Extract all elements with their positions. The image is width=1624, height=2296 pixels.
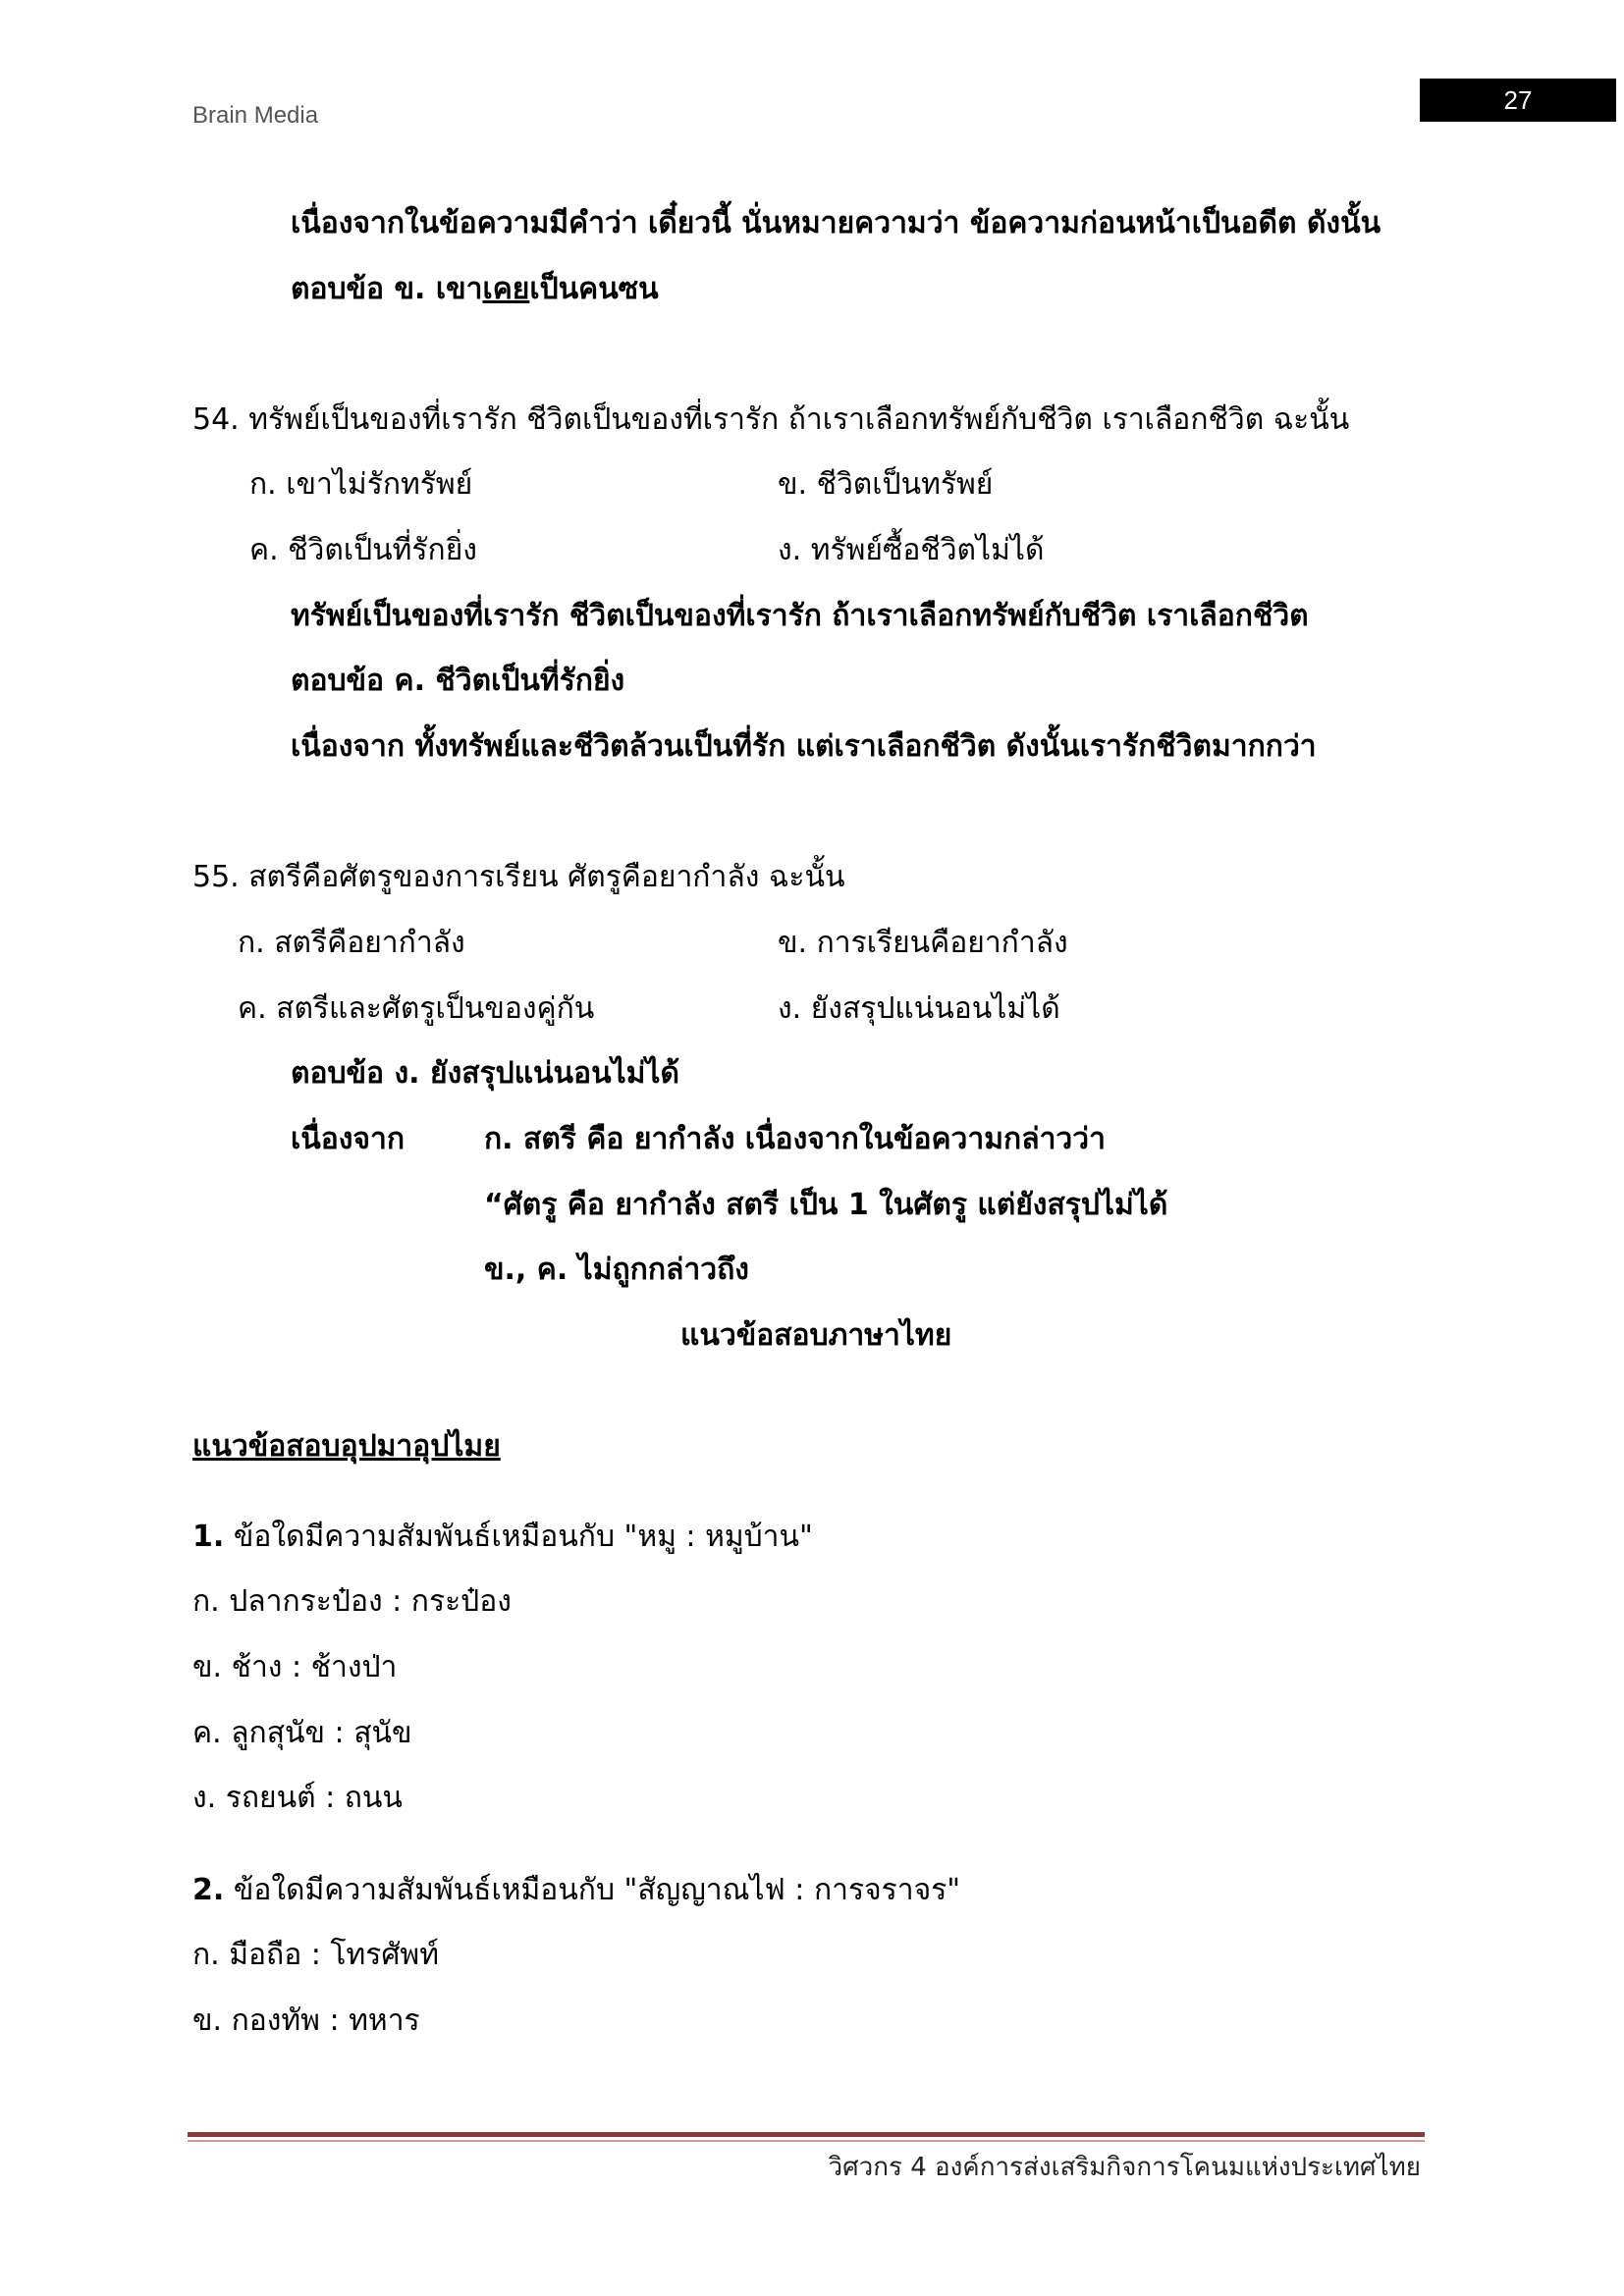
analogy-q1-option-d: ง. รถยนต์ : ถนน [192,1781,403,1815]
thai-exam-title: แนวข้อสอบภาษาไทย [680,1318,952,1353]
q54-explanation-1: ทรัพย์เป็นของที่เรารัก ชีวิตเป็นของที่เรารัก ถ้าเราเลือกทรัพย์กับชีวิต เราเลือกชีวิต [291,599,1309,633]
analogy-q2-number: 2. [192,1873,225,1907]
intro-answer-underlined: เคย [482,272,530,306]
q55-answer: ตอบข้อ ง. ยังสรุปแน่นอนไม่ได้ [291,1056,680,1091]
q55-because-3: ข., ค. ไม่ถูกกล่าวถึง [484,1253,749,1287]
q55-option-b: ข. การเรียนคือยากำลัง [778,926,1068,960]
q54-explanation-2: เนื่องจาก ทั้งทรัพย์และชีวิตล้วนเป็นที่รัก แต่เราเลือกชีวิต ดังนั้นเรารักชีวิตมากกว่า [291,729,1317,764]
intro-line-1: เนื่องจากในข้อความมีคำว่า เดี๋ยวนี้ นั่นหมายความว่า ข้อความก่อนหน้าเป็นอดีต ดังนั้น [291,206,1381,240]
analogy-q2 [192,1871,960,1910]
analogy-q1-option-a: ก. ปลากระป๋อง : กระป๋อง [192,1584,512,1619]
analogy-q1-text: ข้อใดมีความสัมพันธ์เหมือนกับ "หมู : หมูบ้าน" [224,1520,813,1554]
q54-answer: ตอบข้อ ค. ชีวิตเป็นที่รักยิ่ง [291,664,625,698]
page-number: 27 [1420,79,1616,122]
analogy-q1-number: 1. [192,1520,225,1554]
footer-text: วิศวกร 4 องค์การส่งเสริมกิจการโคนมแห่งประเทศไทย [828,2153,1421,2182]
analogy-q2-option-a: ก. มือถือ : โทรศัพท์ [192,1938,439,1972]
header-brand: Brain Media [192,102,319,129]
q55-because-1: ก. สตรี คือ ยากำลัง เนื่องจากในข้อความกล่าวว่า [484,1122,1106,1156]
intro-answer-suffix: เป็นคนซน [529,272,659,306]
q54-option-d: ง. ทรัพย์ซื้อชีวิตไม่ได้ [778,533,1045,567]
footer-rule-thick [188,2132,1425,2137]
q55-because-2: “ศัตรู คือ ยากำลัง สตรี เป็น 1 ในศัตรู แต่ยังสรุปไม่ได้ [484,1188,1168,1222]
q55-option-a: ก. สตรีคือยากำลัง [238,926,465,960]
q55-question: 55. สตรีคือศัตรูของการเรียน ศัตรูคือยากำลัง ฉะนั้น [192,860,845,894]
analogy-heading: แนวข้อสอบอุปมาอุปไมย [192,1429,501,1464]
intro-line-2 [291,270,659,309]
intro-answer-prefix: ตอบข้อ ข. เขา [291,272,483,306]
analogy-q1-option-b: ข. ช้าง : ช้างป่า [192,1650,398,1684]
q55-option-d: ง. ยังสรุปแน่นอนไม่ได้ [778,991,1060,1026]
analogy-q2-option-b: ข. กองทัพ : ทหาร [192,2003,420,2038]
analogy-q1-option-c: ค. ลูกสุนัข : สุนัข [192,1716,412,1750]
q54-option-c: ค. ชีวิตเป็นที่รักยิ่ง [249,533,477,567]
q54-option-a: ก. เขาไม่รักทรัพย์ [249,467,473,502]
analogy-q2-text: ข้อใดมีความสัมพันธ์เหมือนกับ "สัญญาณไฟ : การจราจร" [224,1873,961,1907]
analogy-q1 [192,1518,813,1557]
q54-question: 54. ทรัพย์เป็นของที่เรารัก ชีวิตเป็นของที่เรารัก ถ้าเราเลือกทรัพย์กับชีวิต เราเลือกชีวิต ฉะนั้น [192,402,1350,437]
q55-option-c: ค. สตรีและศัตรูเป็นของคู่กัน [238,991,595,1026]
q54-option-b: ข. ชีวิตเป็นทรัพย์ [778,467,994,502]
q55-because-label: เนื่องจาก [291,1122,406,1156]
footer-rule-thin [188,2140,1425,2142]
